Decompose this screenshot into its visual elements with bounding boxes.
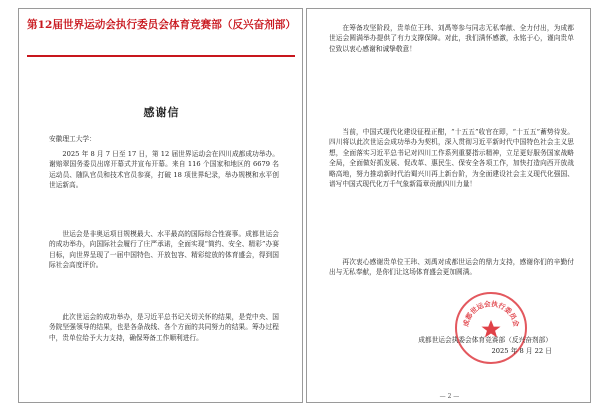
- signature-block: [418, 335, 552, 357]
- letterhead-title: 第12届世界运动会执行委员会体育竞赛部（反兴奋剂部）: [27, 19, 296, 31]
- paragraph-1: 2025 年 8 月 7 日至 17 日，第 12 届世界运动会在四川成都成功举办。谢赔翠国务委员出席开幕式并宣布开幕。来自 116 个国家和地区的 6679 名运动员、随队官员和技术官员参赛，打破 18 项世界纪录，举办规模和水平创世运新高。: [49, 150, 279, 190]
- letter-page-right: [306, 8, 591, 403]
- paragraph-2: 世运会是非奥运项目规模最大、水平最高的国际综合性赛事。成都世运会的成功举办，向国际社会履行了庄严承诺，全面实现“简约、安全、精彩”办赛目标，向世界呈现了一届中国特色、开放包容、精彩绽放的体育盛会，得到国际社会高度评价。: [49, 230, 279, 270]
- salutation: 安徽理工大学：: [49, 135, 96, 143]
- signature-date: 2025 年 8 月 22 日: [491, 347, 552, 355]
- letter-page-left: [18, 8, 303, 403]
- svg-text:成都世运会执行委员会: 成都世运会执行委员会: [461, 300, 521, 328]
- paragraph-3: 此次世运会的成功举办，是习近平总书记关切关怀的结果，是党中央、国务院坚强领导的结果，也是各条战线、各个方面的共同努力的结果。筹办过程中，贵单位给予大力支持，确保筹备工作顺利进行。: [49, 313, 279, 342]
- letter-title: 感谢信: [143, 106, 180, 119]
- page-number: — 2 —: [439, 393, 460, 400]
- paragraph-6: 再次衷心感谢贵单位王玮、刘禹对成都世运会的鼎力支持，感谢你们的辛勤付出与无私奉献，是你们让这场体育盛会更加圆满。: [329, 258, 574, 277]
- letterhead-rule: [27, 55, 295, 57]
- signature-org: 成都世运会执委会体育竞赛部（反兴奋剂部）: [418, 336, 552, 344]
- paragraph-5: 当前，中国式现代化建设征程正酣，“十五五”收官在即，“十五五”蓄势待发。四川将以此次世运会成功举办为契机，深入贯彻习近平新时代中国特色社会主义思想，全面落实习近平总书记对四川工作系列重要指示精神，立足更好服务国家战略全局，全面做好抓发展、促改革、惠民生、保安全各项工作，加快打造向西开放战略高地，努力推动新时代治蜀兴川再上新台阶，为全面建设社会主义现代化强国、谱写中国式现代化万千气象新篇章贡献四川力量！: [329, 128, 574, 189]
- paragraph-4: 在筹备攻坚阶段，贵单位王玮、刘禹等参与同志无私奉献、全力付出，为成都世运会圆满举办提供了有力支撑保障。对此，我们满怀感激，永铭于心，谨向贵单位致以衷心感谢和诚挚敬意！: [329, 24, 574, 53]
